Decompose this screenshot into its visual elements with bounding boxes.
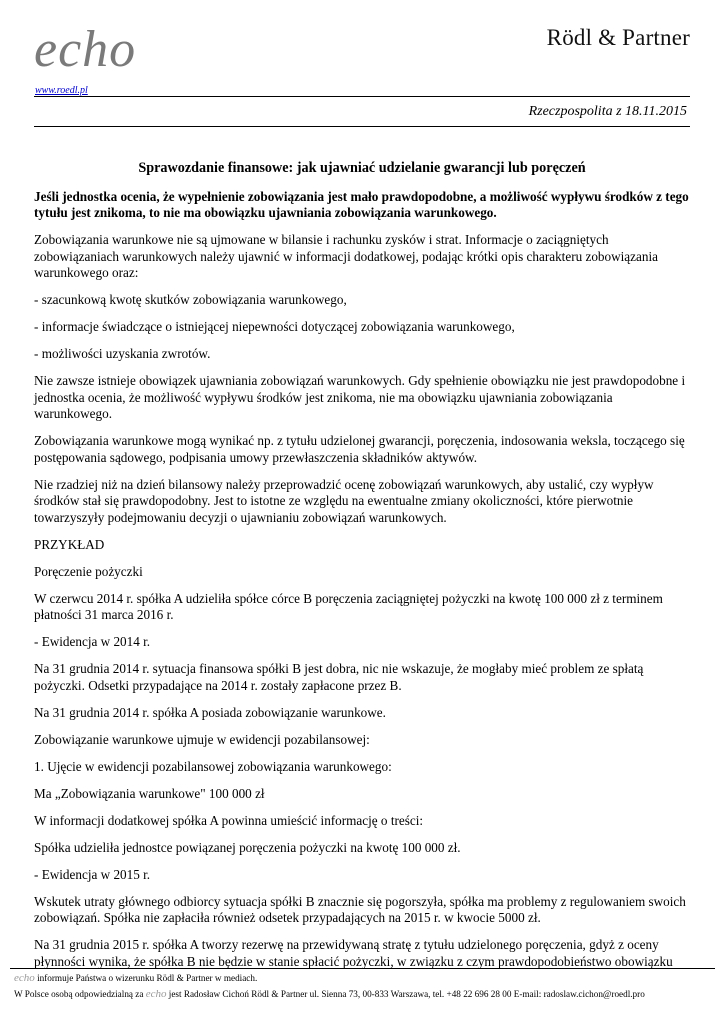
echo-logo: echo — [34, 21, 137, 78]
page-header — [34, 0, 690, 100]
paragraph: Nie rzadziej niż na dzień bilansowy należy przeprowadzić ocenę zobowiązań warunkowych, aby ustalić, czy wypływ środków stał się prawdopodobny. Jest to istotne ze względu na ewentualne zmiany okoliczności, które pierwotnie towarzyszyły podejmowaniu decyzji o ujawnianiu zobowiązań warunkowych. — [34, 476, 654, 525]
paragraph: Zobowiązania warunkowe nie są ujmowane w bilansie i rachunku zysków i strat. Informacje o zaciągniętych zobowiązaniach warunkowych należy ujawnić w informacji dodatkowej, podając krótki opis charakteru zobowiązania warunkowego oraz: — [34, 232, 658, 280]
brand-name: Rödl & Partner — [546, 25, 690, 50]
paragraph: Zobowiązania warunkowe mogą wynikać np. z tytułu udzielonej gwarancji, poręczenia, indosowania weksla, toczącego się postępowania sądowego, podpisania umowy przewłaszczenia składników aktywów. — [34, 433, 685, 465]
section-label: - Ewidencja w 2014 r. — [34, 634, 151, 649]
paragraph: Zobowiązanie warunkowe ujmuje w ewidencji pozabilansowej: — [34, 731, 370, 747]
list-item: - możliwości uzyskania zwrotów. — [34, 346, 211, 361]
header-rule-top — [34, 96, 690, 97]
example-heading: PRZYKŁAD — [34, 536, 105, 552]
article-body — [34, 160, 690, 981]
article-lead: Jeśli jednostka ocenia, że wypełnienie zobowiązania jest mało prawdopodobne, a możliwość wypływu środków z tego tytułu jest znikoma, to nie ma obowiązku ujawniania zobowiązania warunkowego. — [34, 188, 689, 220]
footer-line-2 — [14, 986, 714, 1002]
header-rule-bottom — [34, 126, 690, 127]
page-footer — [14, 970, 714, 1002]
footer-line-1 — [14, 970, 714, 986]
paragraph: W czerwcu 2014 r. spółka A udzieliła spółce córce B poręczenia zaciągniętej pożyczki na kwotę 100 000 zł z terminem płatności 31 marca 2016 r. — [34, 590, 663, 622]
paragraph: Na 31 grudnia 2015 r. spółka A tworzy rezerwę na przewidywaną stratę z tytułu udzielonego poręczenia, gdyż z oceny płynności wynika, że spółka B nie będzie w stanie spłacić pożyczki, w związku z czym prawdopodobieństwo obowiązku — [34, 937, 673, 969]
website-link[interactable]: www.roedl.pl — [35, 85, 88, 96]
footer-line-1-text: informuje Państwa o wizerunku Rödl & Partner w mediach. — [34, 973, 258, 983]
paragraph: W informacji dodatkowej spółka A powinna umieścić informację o treści: — [34, 812, 424, 828]
paragraph: 1. Ujęcie w ewidencji pozabilansowej zobowiązania warunkowego: — [34, 758, 392, 774]
example-subheading: Poręczenie pożyczki — [34, 563, 143, 579]
footer-echo-logo-2: echo — [145, 988, 167, 1000]
paragraph: Na 31 grudnia 2014 r. spółka A posiada zobowiązanie warunkowe. — [34, 704, 386, 720]
paragraph: Ma „Zobowiązania warunkowe" 100 000 zł — [34, 785, 265, 801]
footer-line-2-suffix: jest Radosław Cichoń Rödl & Partner ul. Sienna 73, 00-833 Warszawa, tel. +48 22 696 28 00 E-mail: radoslaw.cichon@roedl.pro — [166, 989, 645, 999]
footer-rule — [10, 968, 715, 969]
list-item: - szacunkową kwotę skutków zobowiązania warunkowego, — [34, 292, 347, 307]
article-title: Sprawozdanie finansowe: jak ujawniać udzielanie gwarancji lub poręczeń — [138, 160, 586, 176]
footer-line-2-prefix: W Polsce osobą odpowiedzialną za — [14, 989, 146, 999]
footer-echo-logo: echo — [14, 972, 35, 984]
section-label: - Ewidencja w 2015 r. — [34, 866, 151, 882]
source-date: Rzeczpospolita z 18.11.2015 — [528, 104, 687, 119]
paragraph: Spółka udzieliła jednostce powiązanej poręczenia pożyczki na kwotę 100 000 zł. — [34, 839, 461, 855]
paragraph: Nie zawsze istnieje obowiązek ujawniania zobowiązań warunkowych. Gdy spełnienie obowiązku nie jest prawdopodobne i jednostka ocenia, że możliwość wypływu środków jest znikoma, nie ma obowiązku ujawniania zobowiązania warunkowego. — [34, 373, 686, 421]
list-item: - informacje świadczące o istniejącej niepewności dotyczącej zobowiązania warunkowego, — [34, 319, 515, 334]
paragraph: Na 31 grudnia 2014 r. sytuacja finansowa spółki B jest dobra, nic nie wskazuje, że mogłaby mieć problem ze spłatą pożyczki. Odsetki przypadające na 2014 r. zostały zapłacone przez B. — [34, 661, 644, 693]
paragraph: Wskutek utraty głównego odbiorcy sytuacja spółki B znacznie się pogorszyła, spółka ma problemy z regulowaniem swoich zobowiązań. Spółka nie zapłaciła również odsetek przypadających na 2015 r. w kwocie 5000 zł. — [34, 893, 686, 925]
